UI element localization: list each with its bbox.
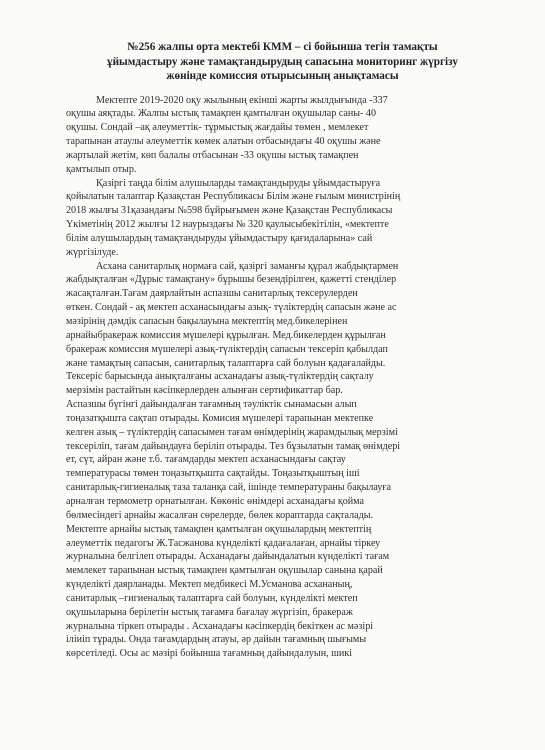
text-line: Мектепте арнайы ыстық тамақпен қамтылған оқушылардың мектептің [66,523,372,535]
text-line: тексеріліп, тағам дайындауға беріліп отырады. Тез бұзылатын тамақ өнімдері [66,440,401,452]
text-line: жабдықталған «Дұрыс тамақтану» бұрышы безендірілген, қажетті стенділер [66,274,397,286]
text-line: температурасы төмен тоңазытқышта сақтайды. Тоңазытқыштың іші [66,468,360,480]
paragraph-1 [66,94,499,177]
text-line: тоңазатқышта сақтап отырады. Комисия мүшелері тарапынан мектепке [66,412,374,424]
text-line: арналған термометр орнатылған. Көкөніс өнімдері асханадағы қойма [66,495,364,507]
text-line: санитарлық –гигиеналық талаптарға сай болуын, күнделікті мектеп [66,592,358,604]
text-line: тарапынан атаулы әлеуметтік көмек алатын отбасындағы 40 оқушы және [66,136,381,148]
paragraph-3 [66,260,499,398]
text-line: мемлекет тарапынан ыстық тамақпен қамтылған оқушылар санына қарай [66,565,383,577]
text-line: Тексеріс барысында анықталғаны асханадағы азық-түліктердің сақталу [66,371,374,383]
title-line: жөнінде комиссия отырысының анықтамасы [166,70,399,82]
text-line: Асхана санитарлық нормаға сай, қазіргі заманғы құрал жабдықтармен [96,260,399,272]
text-line: жүргізілуде. [66,246,119,258]
paragraph-2 [66,177,499,260]
document-title [66,40,499,84]
text-line: өткен. Сондай - ақ мектеп асханасындағы азық- түліктердің сапасын және ас [66,302,397,314]
text-line: және тамақтың сапасын, санитарлық талаптарға сай болуын қадағалайды. [66,357,386,369]
text-line: Аспазшы бүгінгі дайындалған тағамның тәуліктік сынамасын алып [66,399,357,411]
text-line: оқушы. Сондай –ақ әлеуметтік- тұрмыстық жағдайы төмен , мемлекет [66,122,369,134]
text-line: ет, сүт, айран және т.б. тағамдарды мектеп асханасындағы сақтау [66,454,346,466]
text-line: келген азық – түліктердің сапасымен тағам өнімдерінің жарамдылық мерзімі [66,426,398,438]
text-line: бөлмесіндегі арнайы жасалған сөрелерде, бөлек кораптарда сақталады. [66,509,374,521]
text-line: оқушы аяқтады. Жалпы ыстық тамақпен қамтылған оқушылар саны- 40 [66,108,377,120]
text-line: журналына тіркеп отырады . Асханадағы кәсіпкердің бекіткен ас мәзірі [66,620,374,632]
text-line: қойылатын талаптар Қазақстан Республикасы Білім және ғылым министрінің [66,191,401,203]
text-line: мерзімін растайтын кәсіпкерлерден алынған сертификаттар бар. [66,385,343,397]
text-line: 2018 жылғы 31қазандағы №598 бұйрығымен және Қазақстан Республикасы [66,205,393,217]
text-line: іліиіп тұрады. Онда тағамдардың атауы, әр дайын тағамның шығымы [66,634,367,646]
paragraph-4 [66,398,499,661]
title-line: ұйымдастыру және тамақтандырудың сапасына мониторинг жүргізу [106,55,459,68]
text-line: арнайыбракераж комиссия мүшелері құрылған. Мед.бикелерден құрылған [66,329,386,341]
text-line: көрсетіледі. Осы ас мәзірі бойынша тағамның дайындалуын, шикі [66,648,353,660]
text-line: оқушыларына берілетін ыстық тағамға бағалау жүргізіп, бракераж [66,606,353,618]
text-line: білім алушылардың тамақтандыруды ұйымдастыру қағидаларына» сай [66,232,373,244]
text-line: мәзірінің дәмдік сапасын бақылауына мектептің мед.бикелерінен [66,316,348,327]
text-line: жасақталған.Тағам даярлайтын аспазшы санитарлық тексерулерден [66,288,358,300]
document-body [66,94,499,662]
text-line: Қазіргі таңда білім алушыларды тамақтандыруды ұйымдастыруға [96,177,381,189]
text-line: санитарлық-гигиеналық таза таланқа сай, ішінде температураны бақылауға [66,482,392,494]
text-line: Мектепте 2019-2020 оқу жылының екінші жарты жылдығында -337 [96,94,388,106]
text-line: журналына белгілеп отырады. Асханадағы дайындалатын күнделікті тағам [66,551,390,563]
text-line: қамтылып отыр. [66,163,137,175]
text-line: күнделікті даярланады. Мектеп медбикесі М.Усманова асхананың, [66,579,353,591]
title-line: №256 жалпы орта мектебі КММ – сі бойынша тегін тамақты [127,41,438,53]
text-line: әлеуметтік педагогы Ж.Тасжанова күнделікті қадағалаған, арнайы тіркеу [66,537,381,549]
text-line: Үкіметінің 2012 жылғы 12 наурыздағы № 320 қаулысыбекітілін, «мектепте [66,219,389,231]
text-line: жартылай жетім, көп балалы отбасынан -33 оқушы ыстық тамақпен [66,149,359,161]
text-line: бракераж комиссия мүшелері азық-түліктердің сапасын тексеріп қабылдап [66,343,388,355]
